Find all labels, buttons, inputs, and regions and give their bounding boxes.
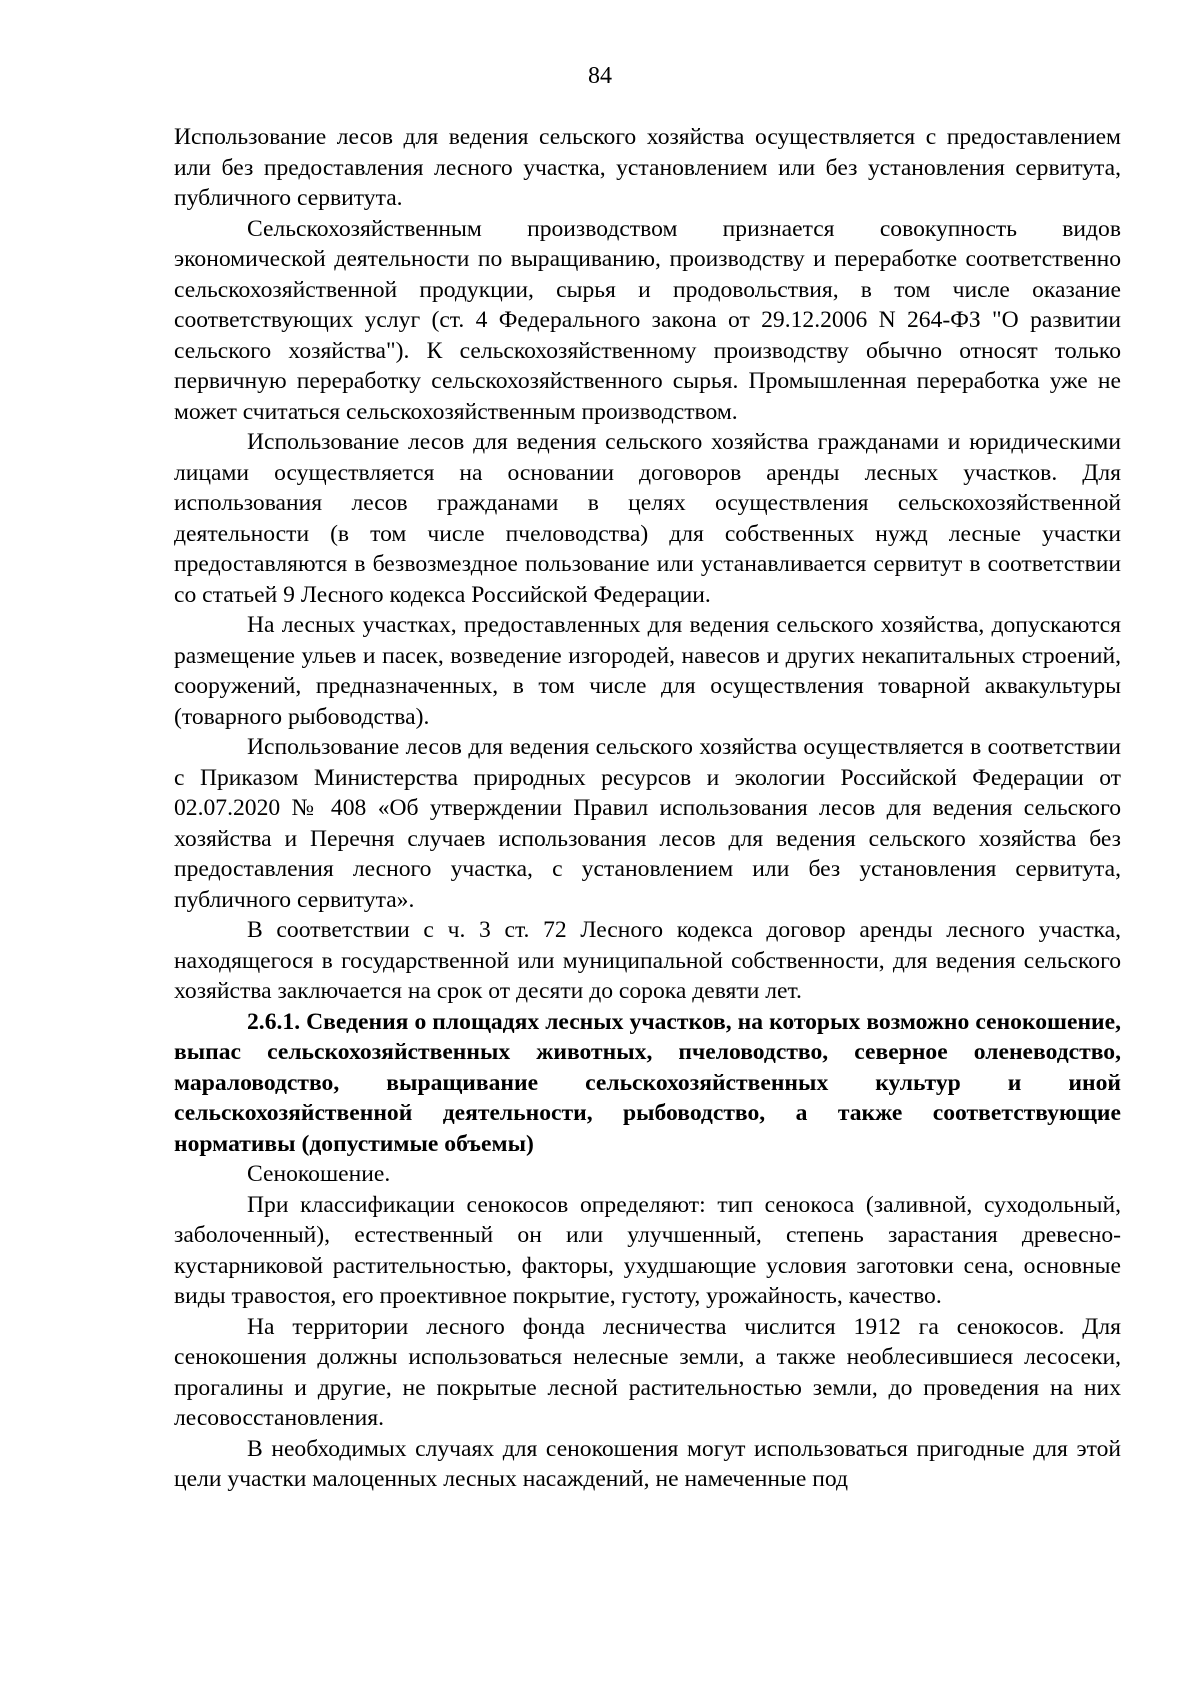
paragraph: Использование лесов для ведения сельского хозяйства гражданами и юридическими лицами осуществляется на основании договоров аренды лесных участков. Для использования лесов гражданами в целях осуществления сельскохозяйственной деятельности (в том числе пчеловодства) для собственных нужд лесные участки предоставляются в безвозмездное пользование или устанавливается сервитут в соответствии со статьей 9 Лесного кодекса Российской Федерации. [174, 429, 1121, 608]
section-heading: 2.6.1. Сведения о площадях лесных участков, на которых возможно сенокошение, выпас сельскохозяйственных животных, пчеловодство, северное оленеводство, мараловодство, выращивание сельскохозяйственных культур и иной сельскохозяйственной деятельности, рыбоводство, а также соответствующие нормативы (допустимые объемы) [174, 1008, 1121, 1157]
paragraph: При классификации сенокосов определяют: тип сенокоса (заливной, суходольный, заболоченный), естественный он или улучшенный, степень зарастания древесно-кустарниковой растительностью, факторы, ухудшающие условия заготовки сена, основные виды травостоя, его проективное покрытие, густоту, урожайность, качество. [174, 1191, 1121, 1309]
paragraph: Использование лесов для ведения сельского хозяйства осуществляется с предоставлением или без предоставления лесного участка, установлением или без установления сервитута, публичного сервитута. [174, 124, 1121, 211]
subsection-label: Сенокошение. [247, 1161, 391, 1187]
paragraph: Использование лесов для ведения сельского хозяйства осуществляется в соответствии с Приказом Министерства природных ресурсов и экологии Российской Федерации от 02.07.2020 № 408 «Об утверждении Правил использования лесов для ведения сельского хозяйства и Перечня случаев использования лесов для ведения сельского хозяйства без предоставления лесного участка, с установлением или без установления сервитута, публичного сервитута». [174, 734, 1121, 913]
document-body [174, 122, 1121, 1495]
paragraph: В необходимых случаях для сенокошения могут использоваться пригодные для этой цели участки малоценных лесных насаждений, не намеченные под [174, 1435, 1121, 1492]
page-number: 84 [588, 63, 612, 89]
paragraph: В соответствии с ч. 3 ст. 72 Лесного кодекса договор аренды лесного участка, находящегося в государственной или муниципальной собственности, для ведения сельского хозяйства заключается на срок от десяти до сорока девяти лет. [174, 917, 1121, 1004]
paragraph: На территории лесного фонда лесничества числится 1912 га сенокосов. Для сенокошения должны использоваться нелесные земли, а также необлесившиеся лесосеки, прогалины и другие, не покрытые лесной растительностью земли, до проведения на них лесовосстановления. [174, 1313, 1121, 1431]
paragraph: Сельскохозяйственным производством признается совокупность видов экономической деятельности по выращиванию, производству и переработке соответственно сельскохозяйственной продукции, сырья и продовольствия, в том числе оказание соответствующих услуг (ст. 4 Федерального закона от 29.12.2006 N 264-ФЗ "О развитии сельского хозяйства"). К сельскохозяйственному производству обычно относят только первичную переработку сельскохозяйственного сырья. Промышленная переработка уже не может считаться сельскохозяйственным производством. [174, 215, 1121, 425]
paragraph: На лесных участках, предоставленных для ведения сельского хозяйства, допускаются размещение ульев и пасек, возведение изгородей, навесов и других некапитальных строений, сооружений, предназначенных, в том числе для осуществления товарной аквакультуры (товарного рыбоводства). [174, 612, 1121, 730]
